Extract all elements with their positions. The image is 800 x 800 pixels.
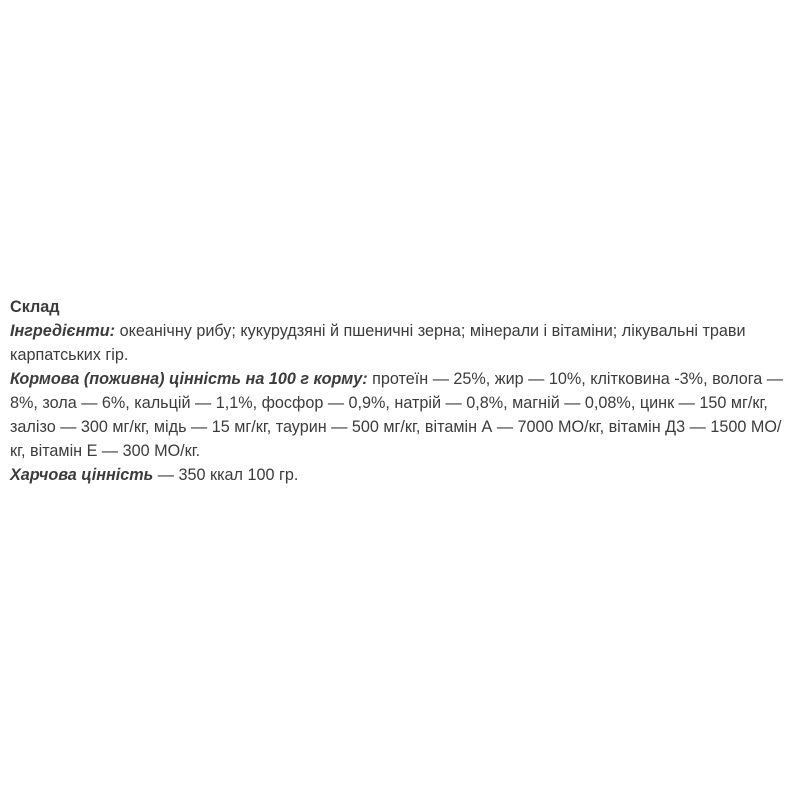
ingredients-paragraph (10, 319, 795, 367)
composition-section (10, 295, 795, 487)
energy-value-text: — 350 ккал 100 гр. (153, 466, 299, 484)
feed-value-text: протеїн — 25%, жир — 10%, клітковина -3%, волога — 8%, зола — 6%, кальцій — 1,1%, фосфор — 0,9%, натрій — 0,8%, магній — 0,08%, цинк — 150 мг/кг, залізо — 300 мг/кг, мідь — 15 мг/кг, таурин — 500 мг/кг, вітамін А — 7000 МО/кг, вітамін Д3 — 1500 МО/кг, вітамін Е — 300 МО/кг. (10, 370, 783, 460)
section-heading: Склад (10, 298, 60, 316)
feed-value-paragraph (10, 367, 795, 463)
energy-value-label: Харчова цінність (10, 466, 154, 484)
ingredients-text: океанічну рибу; кукурудзяні й пшеничні зерна; мінерали і вітаміни; лікувальні трави карпатських гір. (10, 322, 746, 364)
energy-value-paragraph (10, 463, 795, 487)
ingredients-label: Інгредієнти: (10, 322, 116, 340)
feed-value-label: Кормова (поживна) цінність на 100 г корму: (10, 370, 368, 388)
